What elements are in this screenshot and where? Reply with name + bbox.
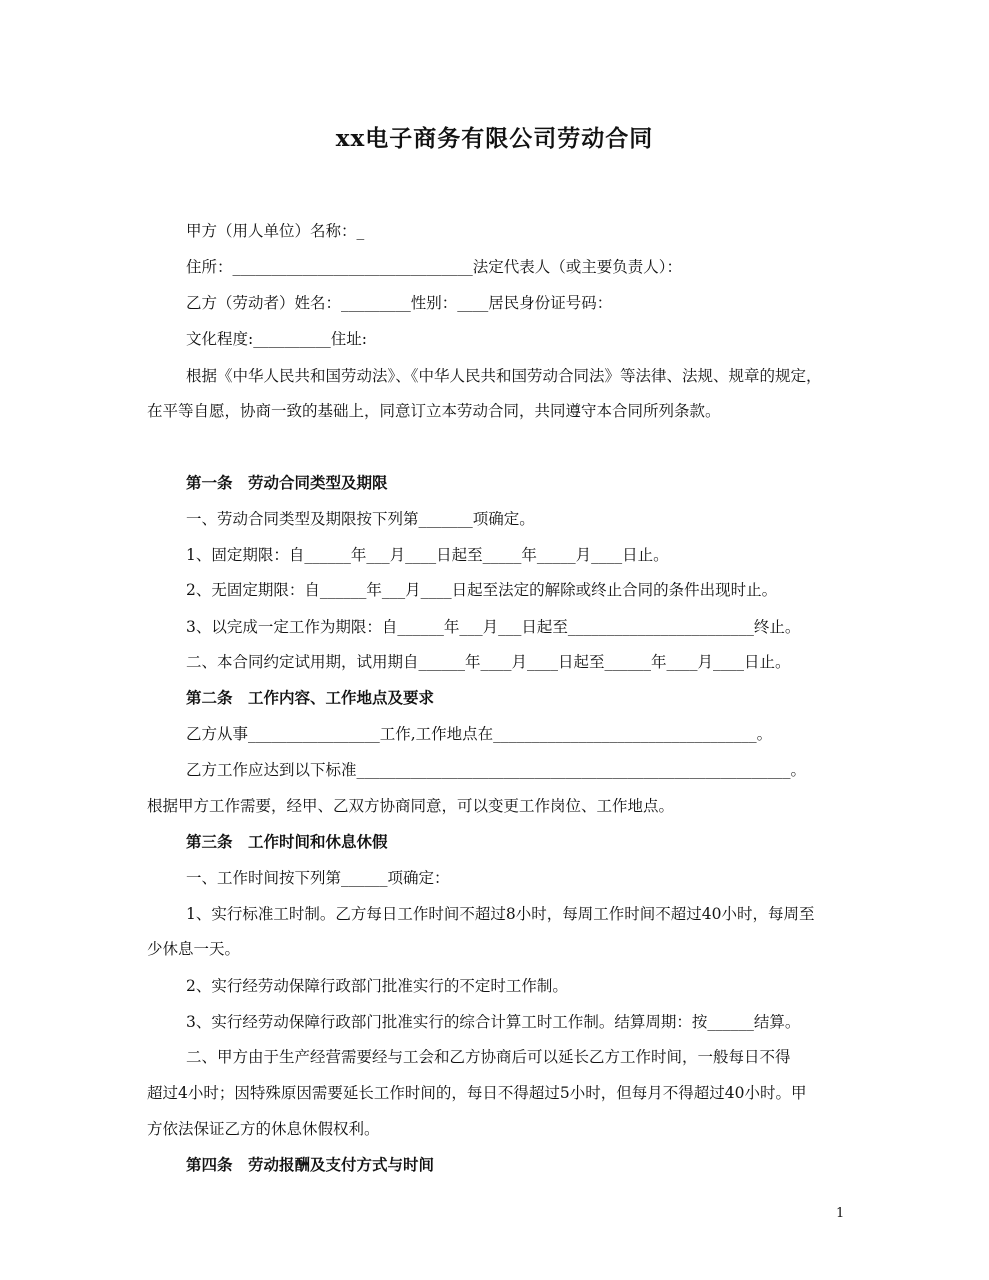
article-3-overtime-3: 方依法保证乙方的休息休假权利。	[147, 1120, 380, 1138]
article-4-heading: 第四条 劳动报酬及支付方式与时间	[186, 1155, 435, 1174]
article-3-overtime-1: 二、甲方由于生产经营需要经与工会和乙方协商后可以延长乙方工作时间，一般每日不得	[186, 1048, 791, 1066]
article-3-overtime-2: 超过4小时；因特殊原因需要延长工作时间的，每日不得超过5小时，但每月不得超过40小时。甲	[147, 1084, 807, 1102]
article-1-probation: 二、本合同约定试用期，试用期自______年____月____日起至______年____月____日止。	[186, 653, 791, 671]
article-2-job-location: 乙方从事_________________工作,工作地点在__________________________________。	[186, 725, 773, 743]
preamble-line-1: 根据《中华人民共和国劳动法》、《中华人民共和国劳动合同法》等法律、法规、规章的规定，	[186, 367, 822, 385]
party-a-address: 住所：_______________________________法定代表人（或主要负责人）：	[186, 258, 683, 276]
article-1-heading: 第一条 劳动合同类型及期限	[186, 473, 388, 492]
article-3-flexible-hours: 2、实行经劳动保障行政部门批准实行的不定时工作制。	[186, 977, 568, 995]
article-1-fixed-term: 1、固定期限：自______年___月____日起至_____年_____月____日止。	[186, 546, 669, 564]
article-1-open-term: 2、无固定期限：自______年___月____日起至法定的解除或终止合同的条件出现时止。	[186, 581, 778, 599]
article-3-standard-hours-1: 1、实行标准工时制。乙方每日工作时间不超过8小时，每周工作时间不超过40小时，每周至	[186, 905, 815, 923]
article-2-standard: 乙方工作应达到以下标准________________________________________________________。	[186, 761, 807, 779]
document-title: xx电子商务有限公司劳动合同	[335, 125, 654, 152]
article-2-heading: 第二条 工作内容、工作地点及要求	[186, 688, 435, 707]
article-3-standard-hours-2: 少休息一天。	[147, 940, 241, 958]
article-3-comprehensive-hours: 3、实行经劳动保障行政部门批准实行的综合计算工时工作制。结算周期：按______结算。	[186, 1013, 801, 1031]
article-3-clause-1: 一、工作时间按下列第______项确定：	[186, 869, 450, 887]
party-b-education: 文化程度:__________住址:	[186, 330, 367, 348]
article-1-task-term: 3、以完成一定工作为期限：自______年___月___日起至________________________终止。	[186, 618, 801, 636]
page-number: 1	[836, 1206, 845, 1221]
article-2-change: 根据甲方工作需要，经甲、乙双方协商同意，可以变更工作岗位、工作地点。	[147, 797, 675, 815]
preamble-line-2: 在平等自愿，协商一致的基础上，同意订立本劳动合同，共同遵守本合同所列条款。	[147, 402, 721, 420]
article-1-clause-1: 一、劳动合同类型及期限按下列第_______项确定。	[186, 510, 535, 528]
party-a-name: 甲方（用人单位）名称：_	[186, 222, 365, 240]
party-b-info: 乙方（劳动者）姓名：_________性别：____居民身份证号码：	[186, 294, 613, 312]
article-3-heading: 第三条 工作时间和休息休假	[186, 832, 388, 851]
